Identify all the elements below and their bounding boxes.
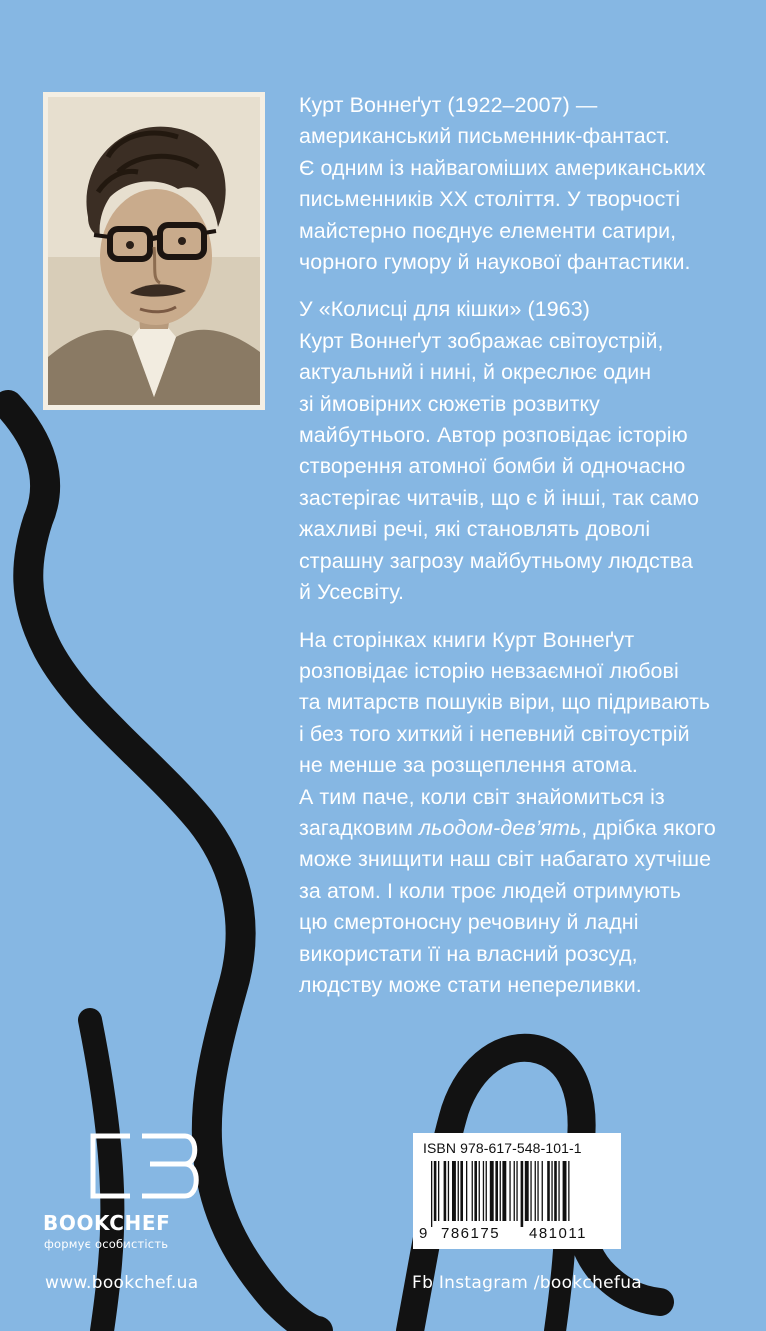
- author-bio-paragraph: [299, 90, 739, 278]
- publisher-name: BOOKCHEF: [43, 1211, 171, 1235]
- barcode-bar: [483, 1161, 484, 1221]
- barcode-bar: [479, 1161, 480, 1221]
- barcode-bar: [452, 1161, 456, 1221]
- publisher-website: www.bookchef.ua: [45, 1273, 199, 1293]
- barcode-bar: [458, 1161, 459, 1221]
- text-line: майстерно поєднує елементи сатири,: [299, 218, 677, 243]
- barcode-digits-right: 481011: [529, 1225, 587, 1242]
- barcode-bar: [568, 1161, 569, 1221]
- barcode-digits-left: 786175: [441, 1225, 501, 1242]
- text-fragment: загадковим: [299, 815, 419, 840]
- text-line: майбутнього. Автор розповідає історію: [299, 423, 688, 448]
- text-line: Є одним із найвагоміших американських: [299, 155, 706, 180]
- barcode-bar: [547, 1161, 550, 1221]
- barcode-bar: [558, 1161, 559, 1221]
- barcode-bar: [535, 1161, 536, 1221]
- text-line: може знищити наш світ набагато хутчіше: [299, 847, 712, 872]
- barcode-bar: [438, 1161, 439, 1221]
- barcode-bar: [502, 1161, 506, 1221]
- barcode-bar: [490, 1161, 494, 1221]
- text-line: й Усесвіту.: [299, 580, 405, 605]
- text-line: американський письменник-фантаст.: [299, 124, 671, 149]
- text-line: і без того хиткий і непевний світоустрій: [299, 721, 690, 746]
- text-line: створення атомної бомби й одночасно: [299, 454, 686, 479]
- text-line: цю смертоносну речовину й ладні: [299, 910, 639, 935]
- text-line: [299, 813, 739, 844]
- text-line: за атом. І коли троє людей отримують: [299, 878, 681, 903]
- barcode-bar: [537, 1161, 538, 1221]
- text-line: страшну загрозу майбутньому людства: [299, 548, 693, 573]
- barcode-bar: [551, 1161, 552, 1221]
- barcode-bar: [434, 1161, 437, 1221]
- barcode-bar: [486, 1161, 487, 1221]
- text-line: використати її на власний розсуд,: [299, 941, 638, 966]
- barcode-bar: [516, 1161, 517, 1221]
- barcode-bar: [448, 1161, 449, 1221]
- publisher-tagline: формує особистість: [44, 1237, 169, 1251]
- barcode-bar: [509, 1161, 510, 1221]
- barcode-bar: [563, 1161, 567, 1221]
- isbn-number: ISBN 978-617-548-101-1: [423, 1140, 582, 1156]
- author-photo: [43, 92, 265, 410]
- barcode-bar: [472, 1161, 473, 1221]
- isbn-barcode: [413, 1133, 621, 1249]
- text-line: У «Колисці для кішки» (1963): [299, 297, 590, 322]
- bookchef-logo-icon: [90, 1133, 200, 1199]
- text-line: актуальний і нині, й окреслює один: [299, 360, 652, 385]
- publisher-logo: [43, 1133, 243, 1253]
- author-portrait-photo-icon: [48, 97, 260, 405]
- barcode-bar: [514, 1161, 515, 1221]
- text-line: не менше за розщеплення атома.: [299, 753, 638, 778]
- barcode-bar: [521, 1161, 524, 1227]
- publisher-social: Fb Instagram /bookchefua: [412, 1273, 642, 1293]
- barcode-bar: [460, 1161, 463, 1221]
- text-line: розповідає історію невзаємної любові: [299, 658, 679, 683]
- barcode-bar: [444, 1161, 447, 1221]
- text-line: людству може стати непереливки.: [299, 972, 642, 997]
- barcode-bar: [525, 1161, 529, 1221]
- text-fragment: , дрібка якого: [581, 815, 716, 840]
- book-summary-paragraph: [299, 294, 739, 608]
- italic-term: льодом-дев’ять: [418, 815, 582, 840]
- text-line: чорного гумору й наукової фантастики.: [299, 250, 691, 275]
- book-description: [299, 90, 739, 1017]
- text-line: застерігає читачів, що є й інші, так само: [299, 485, 700, 510]
- barcode-bar: [474, 1161, 477, 1221]
- barcode-bar: [530, 1161, 531, 1221]
- plot-paragraph: [299, 625, 739, 1002]
- text-line: жахливі речі, які становлять доволі: [299, 517, 651, 542]
- text-line: На сторінках книги Курт Воннеґут: [299, 627, 635, 652]
- barcode-bar: [495, 1161, 498, 1221]
- barcode-bar: [554, 1161, 557, 1221]
- text-line: Курт Воннеґут зображає світоустрій,: [299, 328, 664, 353]
- barcode-bar: [431, 1161, 432, 1227]
- text-line: зі ймовірних сюжетів розвитку: [299, 391, 600, 416]
- barcode-icon: [431, 1161, 611, 1227]
- barcode-bar: [500, 1161, 501, 1221]
- text-line: Курт Воннеґут (1922–2007) —: [299, 93, 598, 117]
- barcode-bar: [466, 1161, 467, 1221]
- text-line: письменників XX століття. У творчості: [299, 187, 681, 212]
- text-line: А тим паче, коли світ знайомиться із: [299, 784, 665, 809]
- barcode-bar: [542, 1161, 543, 1221]
- barcode-digit-first: 9: [419, 1225, 429, 1242]
- text-line: та митарств пошуків віри, що підривають: [299, 690, 711, 715]
